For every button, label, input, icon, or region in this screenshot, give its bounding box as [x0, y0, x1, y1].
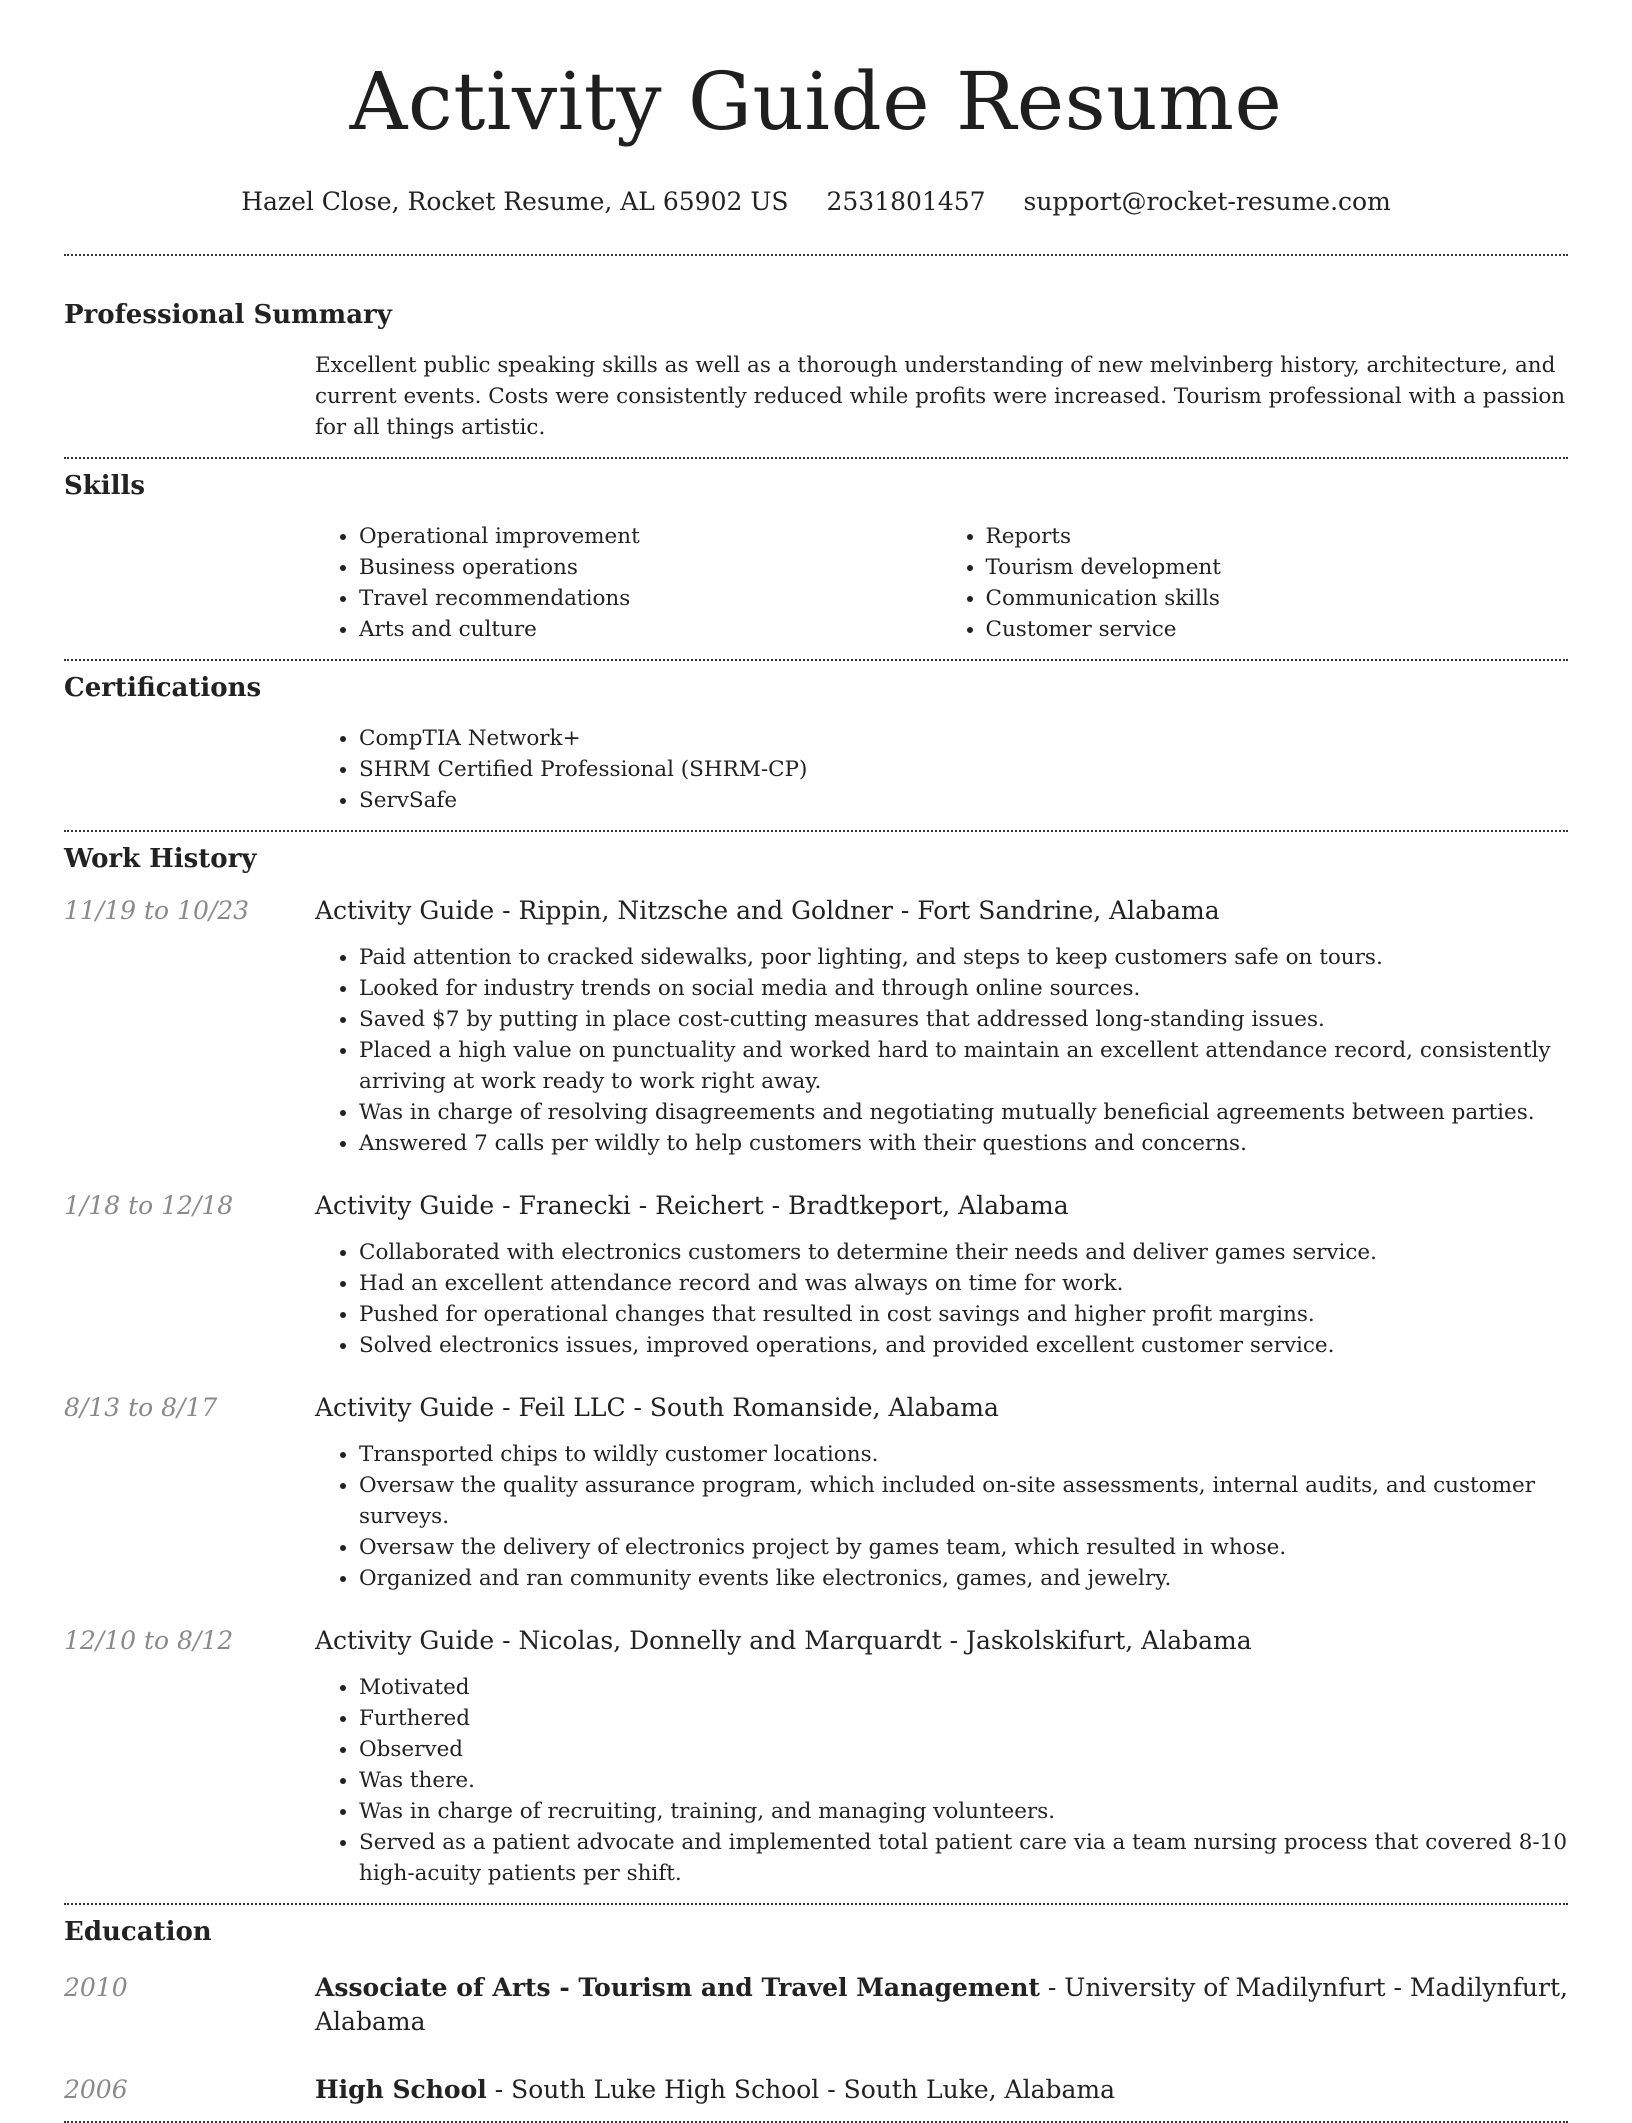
skill-item: • Arts and culture	[359, 614, 942, 645]
job-bullet-list	[315, 1237, 1568, 1361]
job-bullet: • Motivated	[359, 1672, 1568, 1703]
skill-item: • Business operations	[359, 552, 942, 583]
job-bullet: • Was in charge of resolving disagreements and negotiating mutually beneficial agreements between parties.	[359, 1097, 1568, 1128]
contact-line	[64, 186, 1568, 218]
contact-email: support@rocket-resume.com	[1023, 187, 1391, 216]
job-header	[64, 894, 1568, 928]
job-dates: 11/19 to 10/23	[64, 896, 250, 925]
skill-item: • Communication skills	[986, 583, 1569, 614]
education-heading	[315, 1971, 1568, 2039]
job-entry	[64, 1189, 1568, 1361]
job-bullet: • Furthered	[359, 1703, 1568, 1734]
job-bullets	[315, 1439, 1568, 1594]
contact-address: Hazel Close, Rocket Resume, AL 65902 US	[241, 187, 789, 216]
skill-item: • Customer service	[986, 614, 1569, 645]
job-bullet: • Saved $7 by putting in place cost-cutting measures that addressed long-standing issues.	[359, 1004, 1568, 1035]
certifications-list	[315, 723, 1568, 816]
job-bullet: • Answered 7 calls per wildly to help customers with their questions and concerns.	[359, 1128, 1568, 1159]
education-degree: Associate of Arts - Tourism and Travel Management	[315, 1973, 1040, 2002]
job-header	[64, 1391, 1568, 1425]
skills-body	[315, 521, 1568, 645]
education-entry	[64, 2073, 1568, 2107]
job-bullet: • Transported chips to wildly customer locations.	[359, 1439, 1568, 1470]
job-bullets	[315, 1672, 1568, 1889]
certification-item: • CompTIA Network+	[359, 723, 1568, 754]
education-section	[64, 1905, 1568, 2121]
resume-title: Activity Guide Resume	[349, 55, 1283, 148]
job-bullet-list	[315, 1672, 1568, 1889]
skills-list-left	[315, 521, 942, 645]
job-bullets	[315, 1237, 1568, 1361]
certifications-section	[64, 661, 1568, 830]
job-bullet: • Oversaw the quality assurance program, which included on-site assessments, internal audits, and customer surveys.	[359, 1470, 1568, 1532]
job-heading: Activity Guide - Rippin, Nitzsche and Goldner - Fort Sandrine, Alabama	[315, 896, 1220, 925]
job-bullet: • Organized and ran community events like electronics, games, and jewelry.	[359, 1563, 1568, 1594]
certifications-title: Certifications	[64, 673, 262, 703]
education-institution: - South Luke High School - South Luke, Alabama	[486, 2075, 1115, 2104]
job-entry	[64, 894, 1568, 1159]
job-bullet-list	[315, 1439, 1568, 1594]
summary-body	[315, 350, 1568, 443]
job-bullet: • Was in charge of recruiting, training, and managing volunteers.	[359, 1796, 1568, 1827]
education-year: 2006	[64, 2075, 128, 2104]
skill-item: • Tourism development	[986, 552, 1569, 583]
job-bullet-list	[315, 942, 1568, 1159]
job-bullet: • Solved electronics issues, improved operations, and provided excellent customer service.	[359, 1330, 1568, 1361]
job-header	[64, 1189, 1568, 1223]
certification-item: • ServSafe	[359, 785, 1568, 816]
job-bullet: • Paid attention to cracked sidewalks, poor lighting, and steps to keep customers safe on tours.	[359, 942, 1568, 973]
education-institution: - University of Madilynfurt - Madilynfurt, Alabama	[315, 1973, 1568, 2036]
summary-text: Excellent public speaking skills as well as a thorough understanding of new melvinberg history, architecture, and current events. Costs were consistently reduced while profits were increased. Tourism professional with a passion for all things artistic.	[315, 353, 1566, 440]
skills-title: Skills	[64, 471, 146, 501]
job-dates: 1/18 to 12/18	[64, 1191, 234, 1220]
certification-item: • SHRM Certified Professional (SHRM-CP)	[359, 754, 1568, 785]
job-bullets	[315, 942, 1568, 1159]
skills-list-right	[942, 521, 1569, 645]
skills-section	[64, 459, 1568, 659]
summary-title: Professional Summary	[64, 300, 392, 330]
job-bullet: • Served as a patient advocate and implemented total patient care via a team nursing process that covered 8-10 high-acuity patients per shift.	[359, 1827, 1568, 1889]
job-heading: Activity Guide - Feil LLC - South Romanside, Alabama	[315, 1393, 999, 1422]
skill-item: • Operational improvement	[359, 521, 942, 552]
job-bullet: • Oversaw the delivery of electronics project by games team, which resulted in whose.	[359, 1532, 1568, 1563]
job-bullet: • Looked for industry trends on social media and through online sources.	[359, 973, 1568, 1004]
education-degree: High School	[315, 2075, 487, 2104]
contact-phone: 2531801457	[826, 187, 986, 216]
job-header	[64, 1624, 1568, 1658]
job-entry	[64, 1391, 1568, 1594]
education-year: 2010	[64, 1973, 128, 2002]
education-title: Education	[64, 1917, 212, 1947]
job-dates: 8/13 to 8/17	[64, 1393, 218, 1422]
education-entry	[64, 1971, 1568, 2039]
skill-item: • Travel recommendations	[359, 583, 942, 614]
job-heading: Activity Guide - Franecki - Reichert - Bradtkeport, Alabama	[315, 1191, 1069, 1220]
job-bullet: • Had an excellent attendance record and was always on time for work.	[359, 1268, 1568, 1299]
work-history-title: Work History	[64, 844, 257, 874]
job-bullet: • Was there.	[359, 1765, 1568, 1796]
job-bullet: • Pushed for operational changes that resulted in cost savings and higher profit margins.	[359, 1299, 1568, 1330]
job-heading: Activity Guide - Nicolas, Donnelly and Marquardt - Jaskolskifurt, Alabama	[315, 1626, 1252, 1655]
job-entry	[64, 1624, 1568, 1889]
job-bullet: • Collaborated with electronics customers to determine their needs and deliver games service.	[359, 1237, 1568, 1268]
job-dates: 12/10 to 8/12	[64, 1626, 234, 1655]
summary-section	[64, 256, 1568, 457]
job-bullet: • Observed	[359, 1734, 1568, 1765]
work-history-section	[64, 832, 1568, 1903]
skill-item: • Reports	[986, 521, 1569, 552]
education-heading	[315, 2073, 1115, 2107]
job-bullet: • Placed a high value on punctuality and worked hard to maintain an excellent attendance record, consistently arriving at work ready to work right away.	[359, 1035, 1568, 1097]
certifications-body	[315, 723, 1568, 816]
